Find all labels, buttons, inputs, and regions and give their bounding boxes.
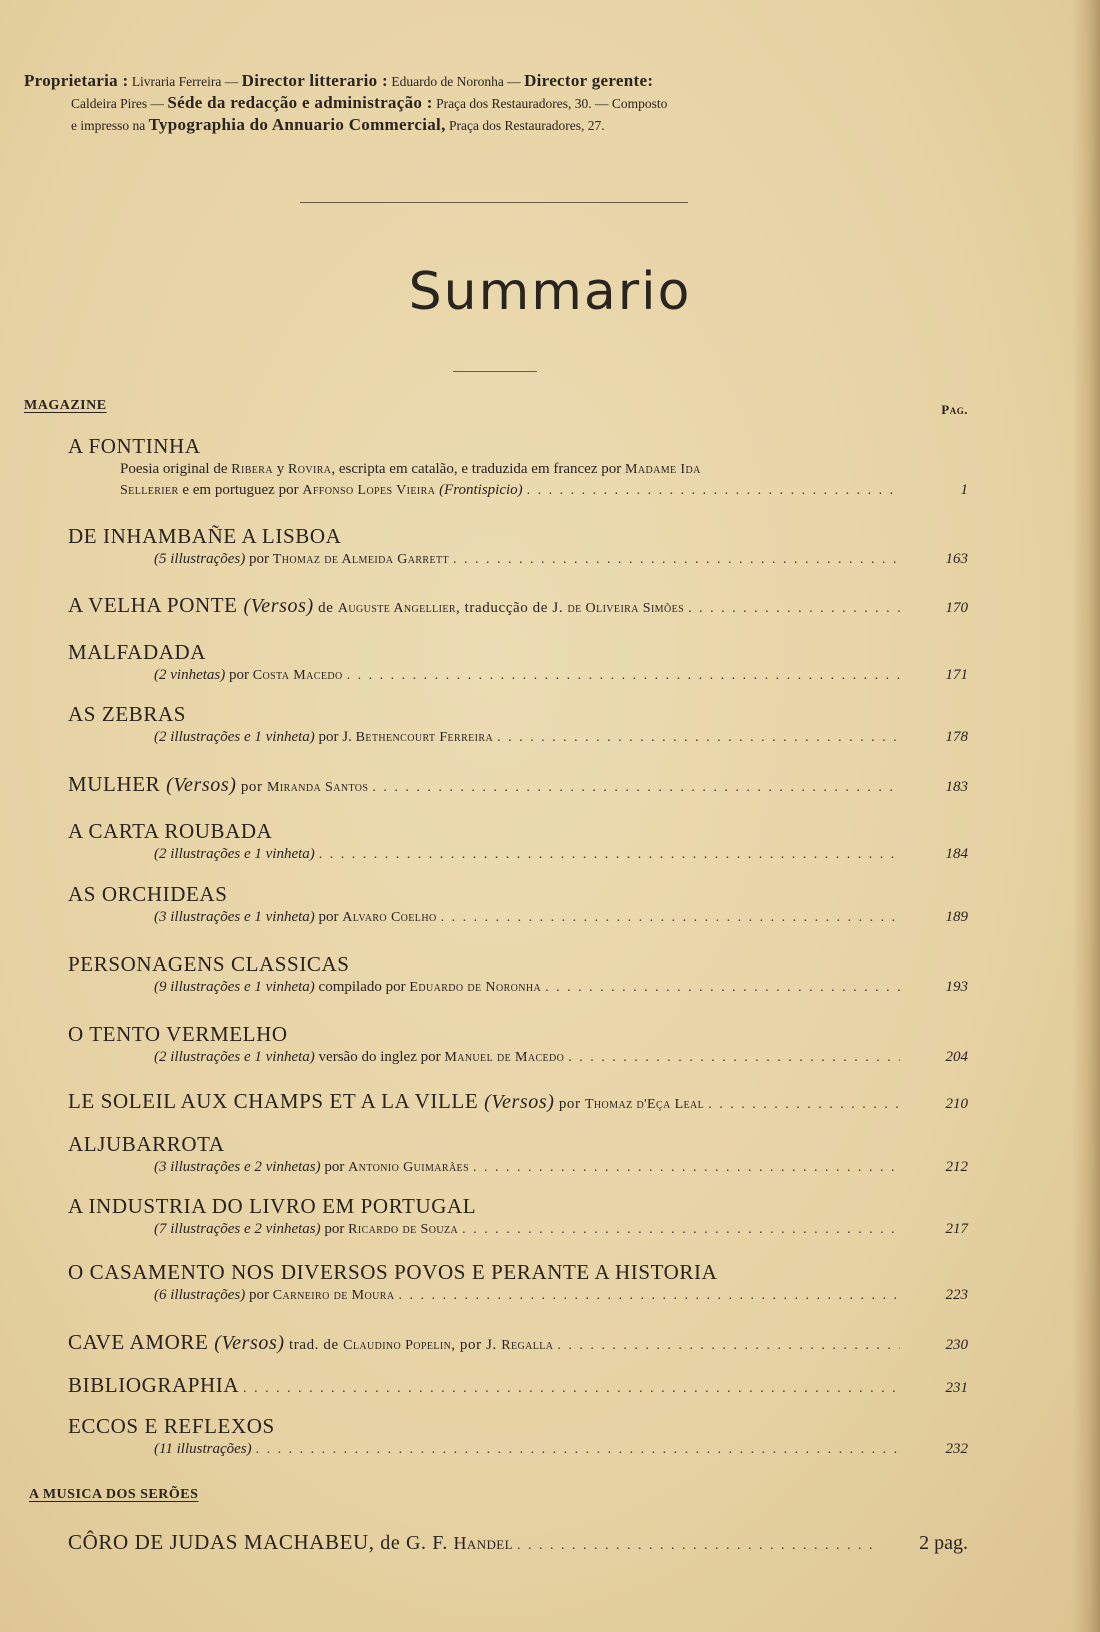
entry-author: Sellerier <box>120 483 179 498</box>
leader-dots <box>453 552 900 568</box>
entry-author: Bethencourt Ferreira <box>355 730 494 745</box>
entry-text: por <box>320 1159 349 1175</box>
entry-text: y <box>272 461 288 477</box>
entry-text: por <box>314 909 343 925</box>
entry-note: (Versos) <box>484 1091 555 1113</box>
entry-page: 204 <box>945 1049 968 1065</box>
entry-text: , traducção de J. <box>455 600 568 616</box>
toc-entry <box>68 1414 968 1458</box>
entry-row <box>68 480 968 501</box>
entry-text: versão do inglez por <box>314 1049 445 1065</box>
section-heading-magazine: MAGAZINE <box>24 398 107 413</box>
divider <box>300 202 688 203</box>
toc-entry <box>68 952 968 996</box>
leader-dots <box>462 1222 900 1238</box>
entry-note: (9 illustrações e 1 vinheta) <box>154 979 315 995</box>
imprint <box>24 70 974 136</box>
entry-author: Regalla <box>501 1338 554 1353</box>
leader-dots <box>545 980 900 996</box>
entry-note: (2 vinhetas) <box>154 667 226 683</box>
imprint-line-3 <box>24 114 974 136</box>
entry-title: MULHER <box>68 772 167 796</box>
toc-entry <box>68 1260 968 1304</box>
entry-author: Alvaro Coelho <box>342 910 437 925</box>
leader-dots <box>708 1097 900 1113</box>
imprint-line-1 <box>24 70 974 92</box>
toc-entry <box>68 819 968 863</box>
leader-dots <box>473 1160 900 1176</box>
entry-title: ECCOS E REFLEXOS <box>68 1414 275 1438</box>
leader-dots <box>527 480 900 501</box>
entry-author: Madame Ida <box>624 462 701 477</box>
toc-entry <box>68 640 968 684</box>
imprint-line-2 <box>24 92 974 114</box>
leader-dots <box>243 1381 900 1397</box>
imprint-label: Séde da redacção e administração : <box>167 93 433 112</box>
entry-author: Miranda Santos <box>266 780 369 795</box>
entry-text: de <box>313 600 338 616</box>
leader-dots <box>517 1538 880 1554</box>
entry-text: trad. de <box>284 1337 344 1353</box>
section-heading-music: A MUSICA DOS SERÕES <box>29 1487 199 1502</box>
leader-dots <box>347 668 900 684</box>
entry-page: 232 <box>945 1441 968 1457</box>
entry-row <box>68 1287 968 1304</box>
entry-title: O CASAMENTO NOS DIVERSOS POVOS E PERANTE A HISTORIA <box>68 1260 718 1284</box>
entry-text: por <box>245 1287 273 1303</box>
entry-text: de G. F. <box>374 1532 454 1554</box>
entry-note: (7 illustrações e 2 vinhetas) <box>154 1221 321 1237</box>
toc-entry <box>68 702 968 746</box>
imprint-label: Director litterario : <box>241 71 388 90</box>
entry-author: Ricardo de Souza <box>348 1222 459 1237</box>
entry-page: 183 <box>945 779 968 795</box>
entry-page: 2 pag. <box>919 1532 968 1554</box>
imprint-text: e impresso na <box>71 118 149 133</box>
entry-description <box>68 459 968 480</box>
toc-entry <box>68 593 968 618</box>
entry-title: O TENTO VERMELHO <box>68 1022 288 1046</box>
entry-author: Auguste Angellier <box>337 601 456 616</box>
divider <box>453 371 537 372</box>
entry-page: 184 <box>945 846 968 862</box>
entry-row <box>68 846 968 863</box>
entry-row <box>68 772 968 797</box>
entry-note: (6 illustrações) <box>154 1287 246 1303</box>
entry-author: Carneiro de Moura <box>272 1288 395 1303</box>
entry-text: , por J. <box>451 1337 502 1353</box>
entry-note: (Versos) <box>214 1332 285 1354</box>
entry-title: A VELHA PONTE <box>68 593 244 617</box>
entry-page: 230 <box>945 1337 968 1353</box>
entry-note: (11 illustrações) <box>154 1441 252 1457</box>
entry-text: por <box>245 551 273 567</box>
toc-entry <box>68 1022 968 1066</box>
imprint-text: Praça dos Restauradores, 30. — Composto <box>432 96 668 111</box>
entry-page: 189 <box>945 909 968 925</box>
leader-dots <box>372 780 900 796</box>
entry-author: Affonso Lopes Vieira <box>302 483 436 498</box>
entry-author: Manuel de Macedo <box>444 1050 565 1065</box>
entry-page: 223 <box>945 1287 968 1303</box>
imprint-label: Proprietaria : <box>24 71 129 90</box>
entry-title: A CARTA ROUBADA <box>68 819 273 843</box>
entry-title: A FONTINHA <box>68 434 201 458</box>
leader-dots <box>497 730 900 746</box>
entry-title: AS ZEBRAS <box>68 702 187 726</box>
entry-text: por J. <box>314 729 356 745</box>
toc-entry <box>68 772 968 797</box>
entry-row <box>68 593 968 618</box>
toc-entry <box>68 1373 968 1398</box>
entry-row <box>68 1089 968 1114</box>
entry-row <box>68 1530 968 1555</box>
entry-title: CAVE AMORE <box>68 1330 215 1354</box>
entry-page: 170 <box>945 600 968 616</box>
toc-entry <box>68 882 968 926</box>
toc-entry-music <box>68 1530 968 1555</box>
entry-page: 171 <box>945 667 968 683</box>
entry-text: , escripta em catalão, e traduzida em francez por <box>331 461 625 477</box>
page-edge <box>1072 0 1100 1632</box>
entry-title: PERSONAGENS CLASSICAS <box>68 952 350 976</box>
leader-dots <box>688 601 900 617</box>
entry-note: (3 illustrações e 1 vinheta) <box>154 909 315 925</box>
entry-row <box>68 1373 968 1398</box>
entry-row <box>68 551 968 568</box>
entry-author: Ribera <box>231 462 273 477</box>
entry-author: Eduardo de Noronha <box>409 980 542 995</box>
entry-page: 210 <box>945 1096 968 1112</box>
entry-title: MALFADADA <box>68 640 207 664</box>
leader-dots <box>256 1442 900 1458</box>
entry-note: (2 illustrações e 1 vinheta) <box>154 846 315 862</box>
entry-title: BIBLIOGRAPHIA <box>68 1373 240 1397</box>
entry-page: 231 <box>945 1380 968 1396</box>
leader-dots <box>441 910 900 926</box>
entry-note: (2 illustrações e 1 vinheta) <box>154 1049 315 1065</box>
entry-row <box>68 909 968 926</box>
leader-dots <box>557 1338 900 1354</box>
entry-author: Rovira <box>287 462 332 477</box>
entry-note: (2 illustrações e 1 vinheta) <box>154 729 315 745</box>
toc-entry <box>68 434 968 501</box>
leader-dots <box>568 1050 900 1066</box>
imprint-label: Director gerente: <box>524 71 654 90</box>
entry-page: 163 <box>945 551 968 567</box>
entry-title: A INDUSTRIA DO LIVRO EM PORTUGAL <box>68 1194 477 1218</box>
entry-note: (5 illustrações) <box>154 551 246 567</box>
entry-text: por <box>225 667 253 683</box>
entry-text: por <box>320 1221 349 1237</box>
entry-title: DE INHAMBAÑE A LISBOA <box>68 524 342 548</box>
entry-text: compilado por <box>314 979 410 995</box>
entry-text: Poesia original de <box>120 461 232 477</box>
toc-entry <box>68 1330 968 1355</box>
leader-dots <box>398 1288 900 1304</box>
imprint-text: Caldeira Pires — <box>71 96 168 111</box>
entry-row <box>68 1159 968 1176</box>
toc-entry <box>68 1089 968 1114</box>
page-title: Summario <box>408 262 692 322</box>
entry-author: Antonio Guimarães <box>348 1160 470 1175</box>
entry-author: de Oliveira Simões <box>567 601 685 616</box>
entry-note: (Versos) <box>243 595 314 617</box>
entry-page: 178 <box>945 729 968 745</box>
entry-title: CÔRO DE JUDAS MACHABEU, <box>68 1530 375 1554</box>
entry-author: Costa Macedo <box>252 668 343 683</box>
entry-note: (Frontispicio) <box>435 482 523 498</box>
toc-entry <box>68 1194 968 1238</box>
entry-author: Thomaz de Almeida Garrett <box>272 552 450 567</box>
entry-text: e em portuguez por <box>178 482 303 498</box>
entry-title: ALJUBARROTA <box>68 1132 225 1156</box>
entry-page: 217 <box>945 1221 968 1237</box>
entry-title: AS ORCHIDEAS <box>68 882 228 906</box>
toc-entry <box>68 1132 968 1176</box>
entry-row <box>68 1221 968 1238</box>
entry-row <box>68 979 968 996</box>
page-column-heading: Pag. <box>941 402 968 417</box>
toc-entry <box>68 524 968 568</box>
imprint-text: Praça dos Restauradores, 27. <box>445 118 605 133</box>
entry-author: Thomaz d'Eça Leal <box>584 1097 705 1112</box>
entry-row <box>68 1441 968 1458</box>
imprint-text: Livraria Ferreira — <box>128 74 242 89</box>
entry-row <box>68 1330 968 1355</box>
entry-note: (3 illustrações e 2 vinhetas) <box>154 1159 321 1175</box>
imprint-text: Eduardo de Noronha — <box>387 74 525 89</box>
entry-note: (Versos) <box>166 774 237 796</box>
entry-text: por <box>236 779 267 795</box>
entry-author: Handel <box>453 1533 513 1553</box>
imprint-label: Typographia do Annuario Commercial, <box>148 115 446 134</box>
entry-row <box>68 729 968 746</box>
leader-dots <box>319 847 900 863</box>
entry-page: 212 <box>945 1159 968 1175</box>
entry-author: Claudino Popelin <box>343 1338 452 1353</box>
entry-page: 193 <box>945 979 968 995</box>
entry-page: 1 <box>960 482 968 498</box>
entry-row <box>68 1049 968 1066</box>
entry-title: LE SOLEIL AUX CHAMPS ET A LA VILLE <box>68 1089 485 1113</box>
entry-row <box>68 667 968 684</box>
entry-text: por <box>554 1096 585 1112</box>
